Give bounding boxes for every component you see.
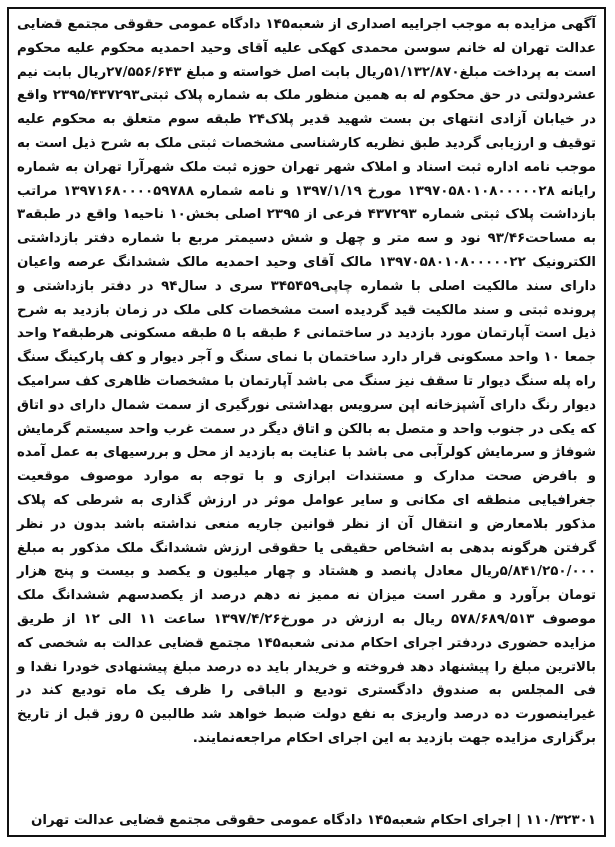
notice-body-text: آگهی مزایده به موجب اجراییه اصداری از شعبه۱۴۵ دادگاه عمومی حقوقی مجتمع قضایی عدالت تهران له خانم سوسن محمدی کهکی علیه آقای وحید احمدیه محکوم علیه محکوم است به پرداخت مبلغ۵۱/۱۳۲/۸۷۰ریال بابت اصل خواسته و مبلغ ۲۷/۵۵۶/۶۴۳ریال بابت نیم عشردولتی در حق محکوم له به همین منظور ملک به شماره پلاک ثبتی۲۳۹۵/۴۳۷۲۹۳ واقع در خیابان آزادی انتهای بن بست شهید قدیر پلاک۲۴ طبقه سوم متعلق به محکوم علیه توقیف و ارزیابی گردید طبق نظریه کارشناسی مشخصات ثبتی ملک به شرح ذیل است به موجب نامه اداره ثبت اسناد و املاک شهر تهران حوزه ثبت ملک شهرآرا تهران به شماره رایانه ۱۳۹۷۰۵۸۰۱۰۸۰۰۰۰۰۲۸ مورخ ۱۳۹۷/۱/۱۹ و نامه شماره ۱۳۹۷۱۶۸۰۰۰۰۵۹۷۸۸ مراتب بازداشت پلاک ثبتی شماره ۴۳۷۲۹۳ فرعی از ۲۳۹۵ اصلی بخش۱۰ ناحیه۱ واقع در طبقه۳ به مساحت۹۳/۴۶ نود و سه متر و چهل و شش دسیمتر مربع با شماره دفتر بازداشتی الکترونیک ۱۳۹۷۰۵۸۰۱۰۸۰۰۰۰۰۲۲ مالک آقای وحید احمدیه مالک ششدانگ عرصه واعیان دارای سند مالکیت اصلی با شماره چاپی۳۴۵۴۵۹ سری د سال۹۴ در دفتر بازداشتی و پرونده ثبتی و سند مالکیت قید گردیده است مشخصات کلی ملک در زمان بازدید به شرح ذیل است آپارتمان مورد بازدید در ساختمانی ۶ طبقه با ۵ طبقه مسکونی هرطبقه۲ واحد جمعا ۱۰ واحد مسکونی قرار دارد ساختمان با نمای سنگ و آجر دیوار و کف پارکینگ سنگ راه پله سنگ دیوار تا سقف نیز سنگ می باشد آپارتمان با مشخصات ظاهری کف سرامیک دیوار رنگ دارای آشپزخانه اپن سرویس بهداشتی نورگیری از سمت شمال دارای دو اتاق که یکی در جنوب واحد و متصل به بالکن و اتاق دیگر در سمت غرب واحد سیستم گرمایش شوفاژ و سرمایش کولرآبی می باشد با عنایت به بازدید از محل و بررسیهای به عمل آمده و بافرض صحت مدارک و مستندات ابرازی و با توجه به موارد موصوف موقعیت جغرافیایی منطقه ای مکانی و سایر عوامل موثر در ارزش گذاری به شرطی که پلاک مذکور بلامعارض و انتقال آن از نظر قوانین جاریه منعی نداشته باشد بدون در نظر گرفتن هرگونه بدهی به اشخاص حقیقی یا حقوقی ارزش ششدانگ ملک مذکور به مبلغ ۵/۸۴۱/۲۵۰/۰۰۰ریال معادل پانصد و هشتاد و چهار میلیون و یکصد و بیست و پنج هزار تومان برآورد و مقرر است میزان نه ممیز نه دهم درصد از یکصدسهم ششدانگ ملک موصوف ۵۷۸/۶۸۹/۵۱۳ ریال به ارزش در مورخ۱۳۹۷/۴/۲۶ ساعت ۱۱ الی ۱۲ از طریق مزایده حضوری دردفتر اجرای احکام مدنی شعبه۱۴۵ مجتمع قضایی عدالت به شخصی که بالاترین مبلغ را پیشنهاد دهد فروخته و خریدار باید ده درصد مبلغ پیشنهادی خودرا نقدا و فی المجلس به صندوق دادگستری تودیع و الباقی را ظرف یک ماه تودیع کند در غیراینصورت ده درصد واریزی به نفع دولت ضبط خواهد شد طالبین ۵ روز قبل از تاریخ برگزاری مزایده جهت بازدید به این اجرای احکام مراجعه‌نمایند. <box>17 17 597 746</box>
footer-separator: | <box>511 813 522 828</box>
notice-footer <box>17 810 596 832</box>
auction-notice <box>7 7 606 837</box>
issuing-authority: اجرای احکام شعبه۱۴۵ دادگاه عمومی حقوقی مجتمع قضایی عدالت تهران <box>30 813 512 828</box>
reference-number: ۱۱۰/۳۲۳۰۱ <box>525 813 596 828</box>
